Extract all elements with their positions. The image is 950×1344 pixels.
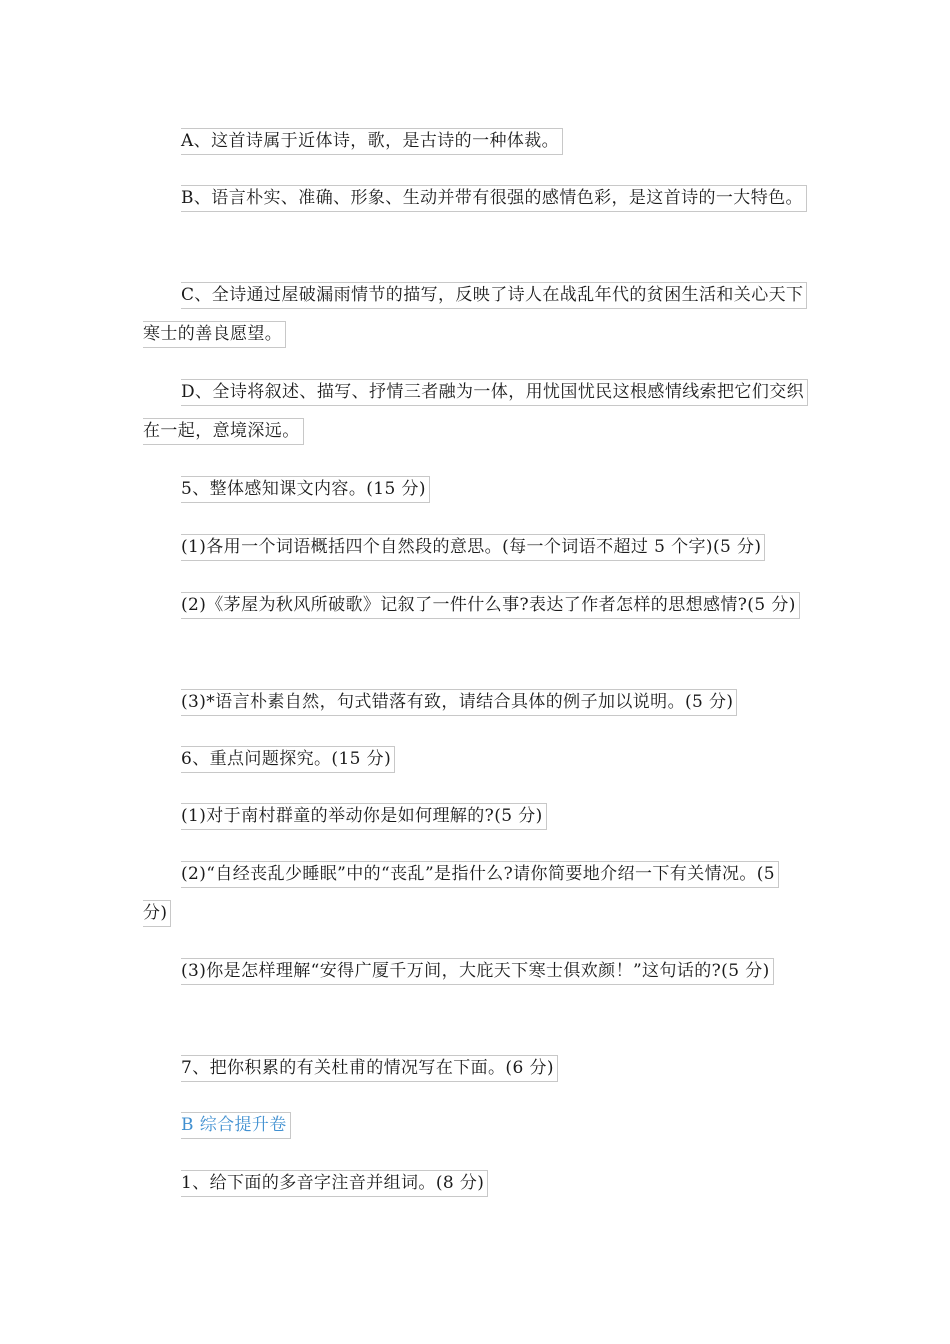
section-heading-b: B 综合提升卷 bbox=[143, 1106, 807, 1145]
question-5-3: (3)*语言朴素自然，句式错落有致，请结合具体的例子加以说明。(5 分) bbox=[143, 683, 807, 722]
question-5-2: (2)《茅屋为秋风所破歌》记叙了一件什么事?表达了作者怎样的思想感情?(5 分) bbox=[143, 586, 807, 625]
question-7: 7、把你积累的有关杜甫的情况写在下面。(6 分) bbox=[143, 1049, 807, 1088]
question-6-2: (2)“自经丧乱少睡眠”中的“丧乱”是指什么?请你简要地介绍一下有关情况。(5 分) bbox=[143, 855, 807, 933]
option-b: B、语言朴实、准确、形象、生动并带有很强的感情色彩，是这首诗的一大特色。 bbox=[143, 179, 807, 218]
option-a: A、这首诗属于近体诗，歌，是古诗的一种体裁。 bbox=[143, 122, 807, 161]
question-b-1: 1、给下面的多音字注音并组词。(8 分) bbox=[143, 1164, 807, 1203]
question-6-1: (1)对于南村群童的举动你是如何理解的?(5 分) bbox=[143, 797, 807, 836]
question-6-3: (3)你是怎样理解“安得广厦千万间，大庇天下寒士俱欢颜！”这句话的?(5 分) bbox=[143, 952, 807, 991]
option-c: C、全诗通过屋破漏雨情节的描写，反映了诗人在战乱年代的贫困生活和关心天下寒士的善良愿望。 bbox=[143, 276, 807, 354]
question-5-1: (1)各用一个词语概括四个自然段的意思。(每一个词语不超过 5 个字)(5 分) bbox=[143, 528, 807, 567]
option-d: D、全诗将叙述、描写、抒情三者融为一体，用忧国忧民这根感情线索把它们交织在一起，意境深远。 bbox=[143, 373, 807, 451]
question-6: 6、重点问题探究。(15 分) bbox=[143, 740, 807, 779]
question-5: 5、整体感知课文内容。(15 分) bbox=[143, 470, 807, 509]
